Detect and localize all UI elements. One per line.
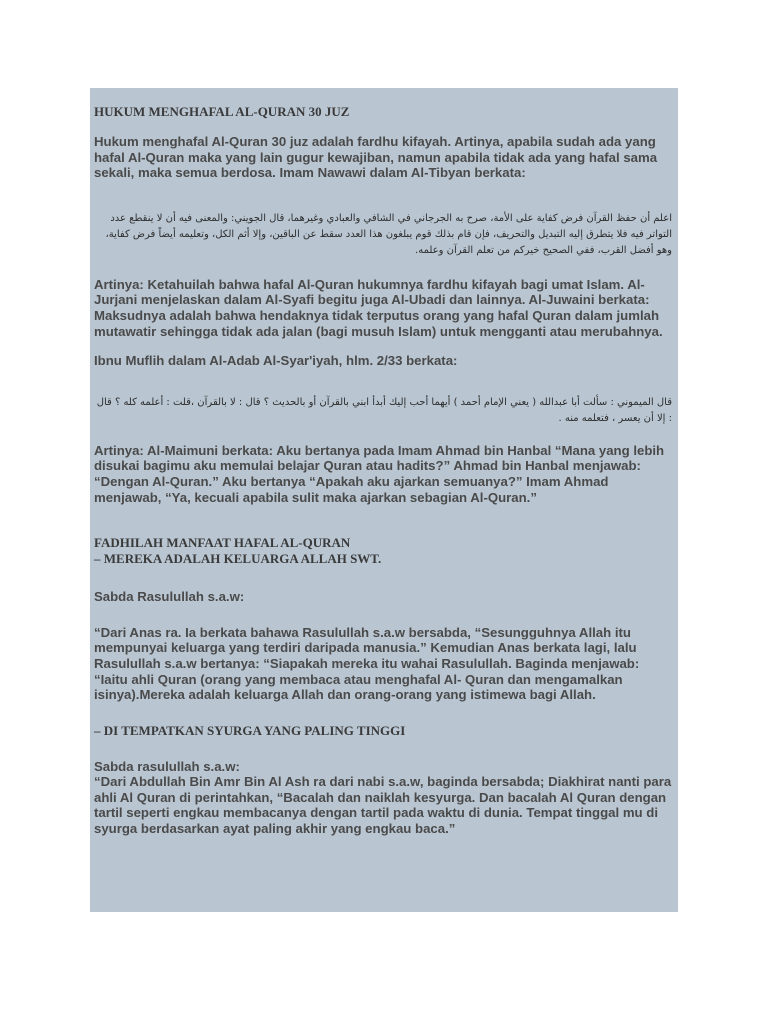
paragraph-sabda-1: Sabda Rasulullah s.a.w: (94, 589, 245, 605)
sabda-2-body: “Dari Abdullah Bin Amr Bin Al Ash ra dari nabi s.a.w, baginda bersabda; Diakhirat nanti para ahli Al Quran di perintahkan, “Bacalah dan naiklah kesyurga. Dan bacalah Al Quran dengan tartil seperti engkau membacanya dengan tartil pada waktu di dunia. Tempat tinggal mu di syurga berdasarkan ayat paling akhir yang engkau baca.” (94, 774, 672, 837)
arabic-quote-nawawi: اعلم أن حفظ القرآن فرض كفاية على الأمة، صرح به الجرجاني في الشافي والعبادي وغيرهما، قال الجويني: والمعنى فيه أن لا ينقطع عدد التواتر فيه فلا يتطرق إليه التبديل والتحريف، فإن قام بذلك قوم يبلغون هذا العدد سقط عن الباقين، وإلا أثم الكل، وتعليمه أيضاً فرض كفاية، وهو أفضل القرب، ففي الصحيح خيركم من تعلم القرآن وعلمه. (105, 212, 672, 256)
sabda-2-title: Sabda rasulullah s.a.w: (94, 758, 240, 774)
paragraph-artinya-2: Artinya: Al-Maimuni berkata: Aku bertanya pada Imam Ahmad bin Hanbal “Mana yang lebih disukai bagimu aku memulai belajar Quran atau hadits?” Ahmad bin Hanbal menjawab: “Dengan Al-Quran.” Aku bertanya “Apakah aku ajarkan semuanya?” Imam Ahmad menjawab, “Ya, kecuali apabila sulit maka ajarkan sebagian Al-Quran.” (94, 442, 665, 505)
heading-hukum: HUKUM MENGHAFAL AL-QURAN 30 JUZ (94, 104, 350, 119)
paragraph-hukum: Hukum menghafal Al-Quran 30 juz adalah fardhu kifayah. Artinya, apabila sudah ada yang hafal Al-Quran maka yang lain gugur kewajiban, namun apabila tidak ada yang hafal sama sekali, maka semua berdosa. Imam Nawawi dalam Al-Tibyan berkata: (94, 134, 658, 181)
paragraph-artinya-1: Artinya: Ketahuilah bahwa hafal Al-Quran hukumnya fardhu kifayah bagi umat Islam. Al-Jurjani menjelaskan dalam Al-Syafi begitu juga Al-Ubadi dan lainnya. Al-Juwaini berkata: Maksudnya adalah bahwa hendaknya tidak terputus orang yang hafal Quran dalam jumlah mutawatir sehingga tidak ada jalan (bagi musuh Islam) untuk mengganti atau merubahnya. (94, 276, 663, 339)
document-page (90, 88, 678, 912)
heading-fadhilah: FADHILAH MANFAAT HAFAL AL-QURAN (94, 535, 351, 551)
paragraph-sabda-2 (94, 759, 674, 837)
heading-keluarga-allah: – MEREKA ADALAH KELUARGA ALLAH SWT. (94, 551, 382, 567)
paragraph-ibnu-muflih: Ibnu Muflih dalam Al-Adab Al-Syar'iyah, hlm. 2/33 berkata: (94, 353, 458, 369)
paragraph-dari-anas: “Dari Anas ra. Ia berkata bahawa Rasulullah s.a.w bersabda, “Sesungguhnya Allah itu mempunyai keluarga yang terdiri daripada manusia.” Kemudian Anas berkata lagi, lalu Rasulullah s.a.w bertanya: “Siapakah mereka itu wahai Rasulullah. Baginda menjawab: “Iaitu ahli Quran (orang yang membaca atau menghafal Al- Quran dan mengamalkan isinya).Mereka adalah keluarga Allah dan orang-orang yang istimewa bagi Allah. (94, 624, 640, 703)
arabic-quote-maimuni: قال الميموني : سألت أبا عبدالله ( يعني الإمام أحمد ) أيهما أحب إليك أبدأ ابني بالقرآن أو بالحديث ؟ قال : لا بالقرآن ،قلت : أعلمه كله ؟ قال : إلا أن يعسر ، فتعلمه منه . (96, 396, 672, 424)
heading-syurga: – DI TEMPATKAN SYURGA YANG PALING TINGGI (94, 722, 406, 738)
